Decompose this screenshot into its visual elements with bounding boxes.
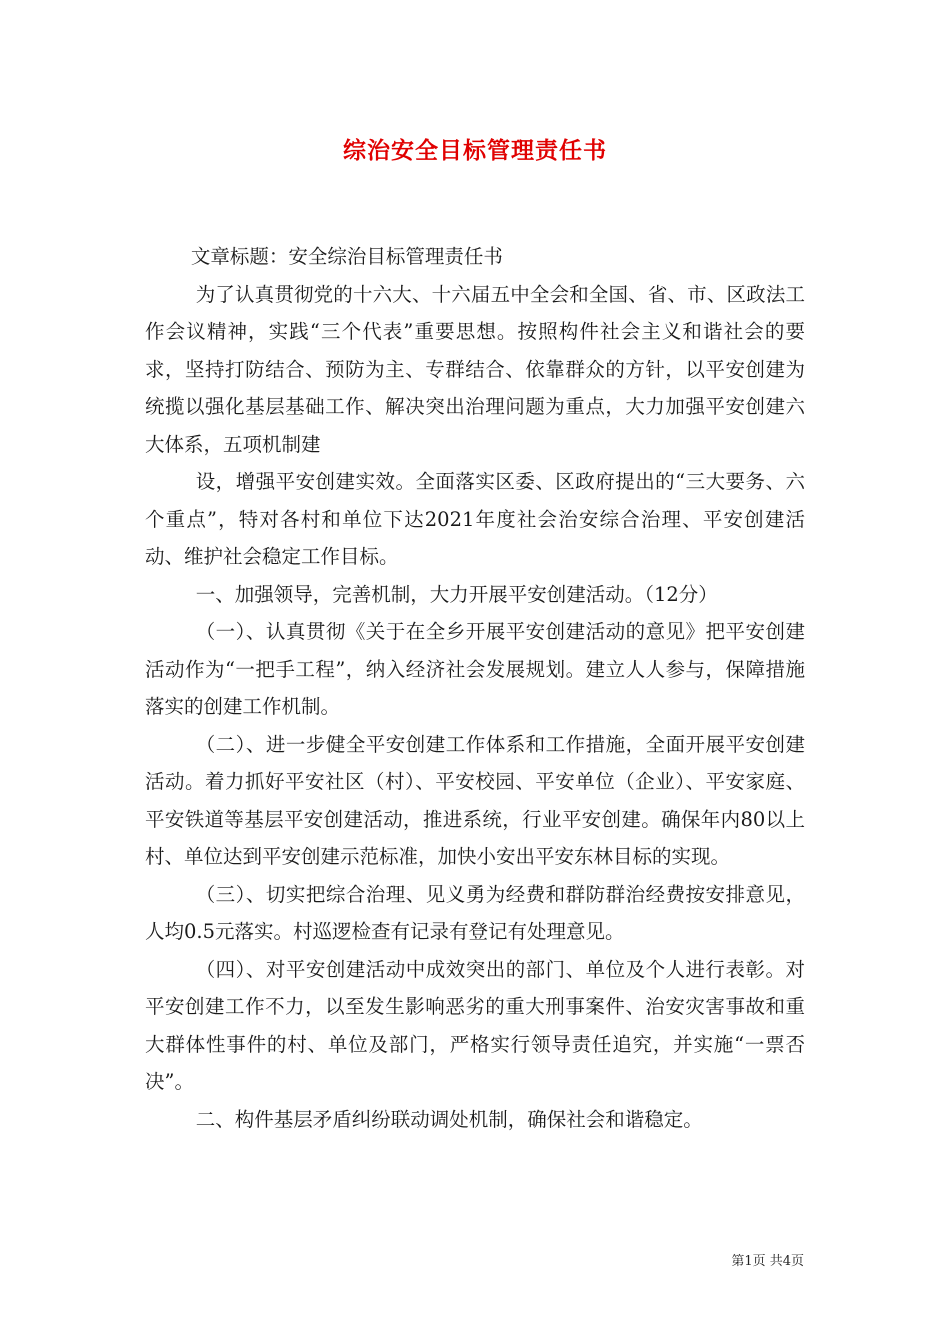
article-subtitle: 文章标题：安全综治目标管理责任书 bbox=[190, 245, 503, 268]
document-title: 综治安全目标管理责任书 bbox=[343, 137, 607, 164]
page-number: 第1页 共4页 bbox=[731, 1254, 804, 1269]
section-heading: 一、加强领导，完善机制，大力开展平安创建活动。（12分） bbox=[195, 582, 718, 606]
section-heading: 二、构件基层矛盾纠纷联动调处机制，确保社会和谐稳定。 bbox=[195, 1107, 703, 1131]
paragraph: （三）、切实把综合治理、见义勇为经费和群防群治经费按安排意见，人均0.5元落实。村巡逻检查有记录有登记有处理意见。 bbox=[145, 882, 805, 943]
paragraph: 为了认真贯彻党的十六大、十六届五中全会和全国、省、市、区政法工作会议精神，实践“三个代表”重要思想。按照构件社会主义和谐社会的要求，坚持打防结合、预防为主、专群结合、依靠群众的方针，以平安创建为统揽以强化基层基础工作、解决突出治理问题为重点，大力加强平安创建六大体系，五项机制建 bbox=[145, 282, 805, 456]
document-body bbox=[145, 238, 805, 1138]
paragraph: 设，增强平安创建实效。全面落实区委、区政府提出的“三大要务、六个重点”，特对各村和单位下达2021年度社会治安综合治理、平安创建活动、维护社会稳定工作目标。 bbox=[145, 470, 805, 568]
paragraph: （一）、认真贯彻《关于在全乡开展平安创建活动的意见》把平安创建活动作为“一把手工程”，纳入经济社会发展规划。建立人人参与，保障措施落实的创建工作机制。 bbox=[145, 620, 805, 718]
paragraph: （四）、对平安创建活动中成效突出的部门、单位及个人进行表彰。对平安创建工作不力，以至发生影响恶劣的重大刑事案件、治安灾害事故和重大群体性事件的村、单位及部门，严格实行领导责任追究，并实施“一票否决”。 bbox=[145, 957, 805, 1093]
paragraph: （二）、进一步健全平安创建工作体系和工作措施，全面开展平安创建活动。着力抓好平安社区（村）、平安校园、平安单位（企业）、平安家庭、平安铁道等基层平安创建活动，推进系统，行业平安创建。确保年内80以上村、单位达到平安创建示范标准，加快小安出平安东林目标的实现。 bbox=[145, 732, 805, 868]
